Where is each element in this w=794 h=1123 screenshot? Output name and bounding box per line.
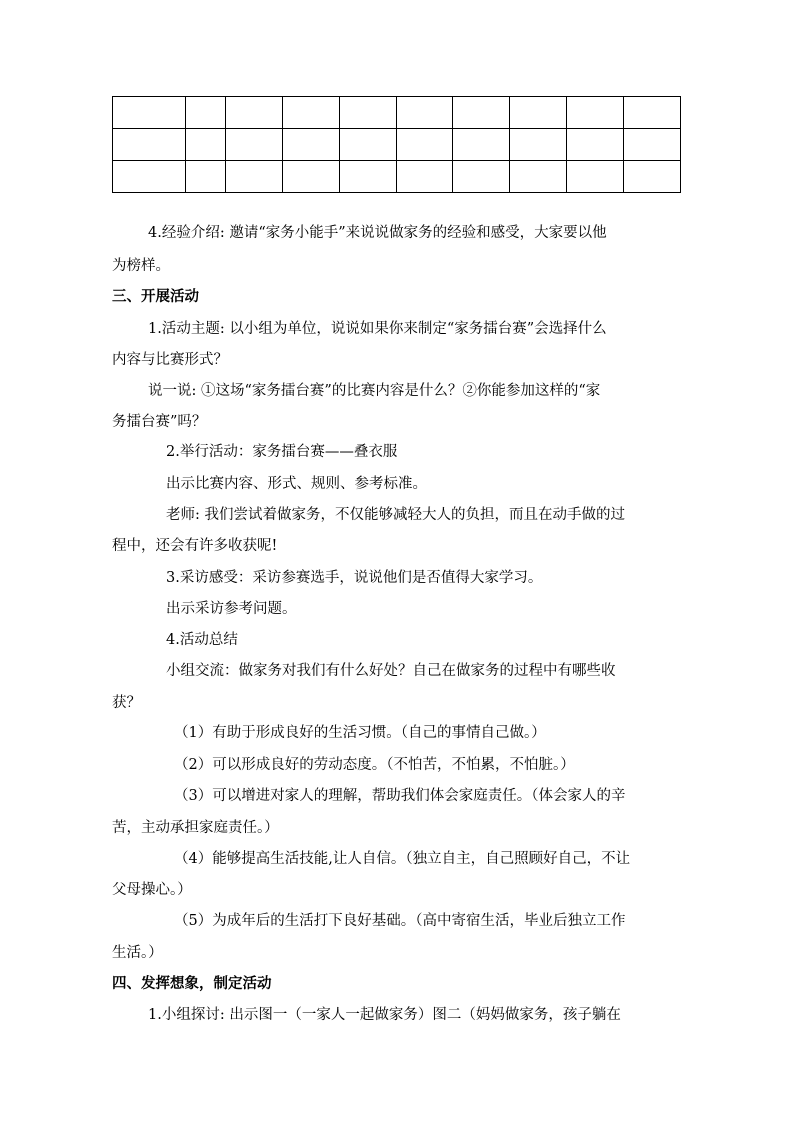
paragraph-line: 4.经验介绍: 邀请“家务小能手”来说说做家务的经验和感受，大家要以他 [148, 225, 607, 241]
paragraph-line: 务擂台赛”吗？ [112, 414, 207, 430]
paragraph-line: 小组交流：做家务对我们有什么好处？自己在做家务的过程中有哪些收 [166, 663, 616, 679]
paragraph-line: 程中，还会有许多收获呢! [112, 538, 278, 554]
paragraph-line: 父母操心。） [112, 882, 192, 898]
section-heading: 四、发挥想象，制定活动 [112, 975, 272, 992]
paragraph-line: 1.小组探讨: 出示图一（一家人一起做家务）图二（妈妈做家务，孩子躺在 [148, 1007, 621, 1023]
paragraph-line: （3）可以增进对家人的理解，帮助我们体会家庭责任。（体会家人的辛 [174, 788, 626, 804]
paragraph-line: （5）为成年后的生活打下良好基础。（高中寄宿生活，毕业后独立工作 [174, 913, 626, 929]
blank-table [112, 96, 681, 193]
paragraph-line: 获？ [112, 695, 141, 711]
table-row [113, 161, 681, 193]
table-row [113, 129, 681, 161]
paragraph-line: 生活。） [112, 945, 163, 961]
paragraph-line: 苦，主动承担家庭责任。） [112, 820, 279, 836]
paragraph-line: 老师: 我们尝试着做家务，不仅能够减轻大人的负担，而且在动手做的过 [166, 507, 625, 523]
paragraph-line: 为榜样。 [112, 258, 170, 274]
paragraph-line: 出示采访参考问题。 [166, 601, 297, 617]
table-row [113, 97, 681, 129]
paragraph-line: 3.采访感受：采访参赛选手，说说他们是否值得大家学习。 [166, 570, 543, 586]
paragraph-line: 1.活动主题: 以小组为单位，说说如果你来制定“家务擂台赛”会选择什么 [148, 321, 607, 337]
paragraph-line: 说一说: ①这场“家务擂台赛”的比赛内容是什么？②你能参加这样的“家 [148, 383, 601, 399]
section-heading: 三、开展活动 [112, 288, 199, 305]
paragraph-line: 2.举行活动：家务擂台赛——叠衣服 [166, 444, 398, 460]
paragraph-line: 出示比赛内容、形式、规则、参考标准。 [166, 476, 427, 492]
paragraph-line: （2）可以形成良好的劳动态度。（不怕苦，不怕累，不怕脏。） [174, 757, 575, 773]
paragraph-line: 内容与比赛形式？ [112, 352, 228, 368]
paragraph-line: 4.活动总结 [166, 632, 238, 648]
paragraph-line: （1）有助于形成良好的生活习惯。（自己的事情自己做。） [174, 725, 546, 741]
paragraph-line: （4）能够提高生活技能,让人自信。（独立自主，自己照顾好自己，不让 [174, 851, 631, 867]
